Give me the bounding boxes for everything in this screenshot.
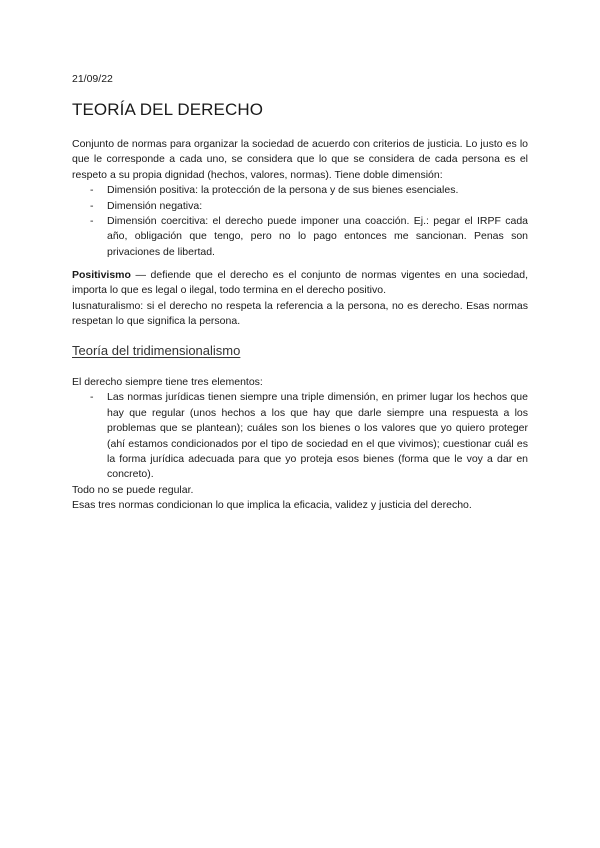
list-item (72, 199, 528, 214)
dimension-list (72, 183, 528, 260)
tridim-closing-2: Esas tres normas condicionan lo que implica la eficacia, validez y justicia del derecho. (72, 499, 472, 512)
positivismo-term: Positivismo (72, 269, 131, 281)
list-item-text: Dimensión positiva: la protección de la persona y de sus bienes esenciales. (107, 184, 459, 197)
positivismo-paragraph (72, 268, 528, 299)
tridim-closing-1: Todo no se puede regular. (72, 483, 194, 496)
dash-bullet: - (90, 199, 94, 212)
section-heading-tridimensionalismo: Teoría del tridimensionalismo (72, 343, 241, 358)
positivismo-definition: — defiende que el derecho es el conjunto de normas vigentes en una sociedad, importa lo que es legal o ilegal, todo termina en el derecho positivo. (72, 269, 528, 297)
iusnaturalismo-paragraph: Iusnaturalismo: si el derecho no respeta la referencia a la persona, no es derecho. Esas normas respetan lo que significa la persona. (72, 299, 528, 328)
list-item-text: Dimensión coercitiva: el derecho puede imponer una coacción. Ej.: pegar el IRPF cada año, obligación que tengo, pero no lo pago entonces me sancionan. Penas son privaciones de libertad. (107, 215, 528, 258)
tridim-lead: El derecho siempre tiene tres elementos: (72, 376, 263, 388)
list-item (72, 183, 528, 198)
page-title: TEORÍA DEL DERECHO (72, 100, 264, 119)
dash-bullet: - (90, 215, 94, 228)
list-item (72, 390, 528, 482)
dash-bullet: - (90, 184, 94, 197)
list-item-text: Dimensión negativa: (107, 199, 203, 212)
positivismo-section (72, 268, 528, 330)
intro-section (72, 137, 528, 260)
list-item-text: Las normas jurídicas tienen siempre una triple dimensión, en primer lugar los hechos que hay que regular (unos hechos a los que hay que darle siempre una respuesta a los problemas que se plantean); cuáles son los bienes o los valores que yo quiero proteger (ahí estamos condicionados por el tipo de sociedad en el que vivimos); cuestionar cuál es la forma jurídica adecuada para que yo proteja esos bienes (forma que le voy a dar en concreto). (107, 391, 528, 481)
list-item (72, 214, 528, 260)
tridimensionalismo-section (72, 375, 528, 514)
dash-bullet: - (90, 391, 94, 404)
date-label: 21/09/22 (72, 73, 113, 85)
tridim-list (72, 390, 528, 482)
intro-paragraph: Conjunto de normas para organizar la sociedad de acuerdo con criterios de justicia. Lo justo es lo que le corresponde a cada uno, se considera que lo que se considera de cada persona es el respeto a su propia dignidad (hechos, valores, normas). Tiene doble dimensión: (72, 138, 528, 181)
